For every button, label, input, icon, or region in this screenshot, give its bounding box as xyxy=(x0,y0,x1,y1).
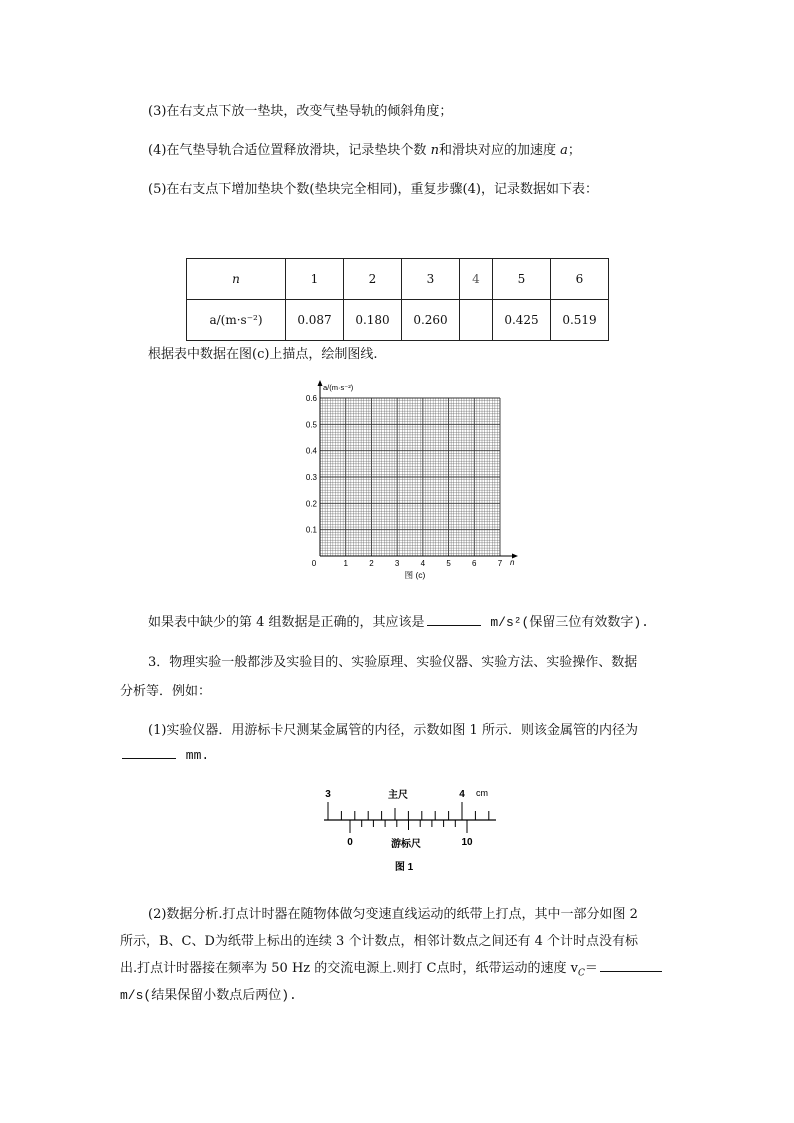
table-row-a xyxy=(187,300,609,341)
plot-instruction: 根据表中数据在图(c)上描点，绘制图线. xyxy=(148,347,378,362)
q3-2-line-3 xyxy=(120,957,664,979)
q3-line-2: 分析等．例如： xyxy=(120,684,212,699)
step-4-part-c: ； xyxy=(567,143,581,158)
table-cell-a: 0.087 xyxy=(286,300,344,341)
x-tick-label: 0 xyxy=(311,559,317,568)
step-4-part-a: (4)在气垫导轨合适位置释放滑块，记录垫块个数 xyxy=(148,143,431,158)
table-header-n: n xyxy=(187,259,286,300)
graph-caption: 图 (c) xyxy=(404,570,426,580)
y-tick-label: 0.3 xyxy=(305,473,317,482)
vernier-scale-label: 游标尺 xyxy=(391,839,421,850)
table-header-a: a/(m·s⁻²) xyxy=(187,300,286,341)
caliper-main-scale xyxy=(324,802,496,820)
graph-x-label: n xyxy=(510,558,515,567)
caliper-unit: cm xyxy=(476,788,488,798)
table-row-n xyxy=(187,259,609,300)
x-tick-label: 2 xyxy=(369,559,374,568)
main-scale-tick-label: 3 xyxy=(325,789,331,800)
table-cell-a xyxy=(460,300,493,341)
step-4-part-b: 和滑块对应的加速度 xyxy=(438,143,561,158)
q3-2-line-1: (2)数据分析.打点计时器在随物体做匀变速直线运动的纸带上打点，其中一部分如图 2 xyxy=(148,907,638,922)
step-5-text: (5)在右支点下增加垫块个数(垫块完全相同)，重复步骤(4)，记录数据如下表： xyxy=(148,182,598,197)
graph-grid xyxy=(320,398,500,556)
y-tick-label: 0.2 xyxy=(305,499,317,509)
caliper-vernier-scale xyxy=(350,820,467,833)
graph-axes xyxy=(306,380,518,568)
vernier-tick-label: 10 xyxy=(461,837,473,848)
step-4-var-n: n xyxy=(430,143,439,158)
q3-2-line-3-text: 出.打点计时器接在频率为 50 Hz 的交流电源上.则打 C点时，纸带运动的速度 v xyxy=(120,961,578,976)
x-tick-label: 6 xyxy=(472,559,477,568)
table-cell-n: 6 xyxy=(551,259,609,300)
table-cell-a: 0.519 xyxy=(551,300,609,341)
vernier-tick-label: 0 xyxy=(347,837,353,848)
table-cell-n: 1 xyxy=(286,259,344,300)
q3-1-line-2 xyxy=(120,746,209,763)
step-4-var-a: a xyxy=(560,143,568,158)
graph-y-label: a/(m·s⁻²) xyxy=(323,383,354,392)
y-tick-label: 0.4 xyxy=(305,446,317,456)
q3-line-1: 3．物理实验一般都涉及实验目的、实验原理、实验仪器、实验方法、实验操作、数据 xyxy=(148,655,638,670)
main-scale-label: 主尺 xyxy=(388,790,408,801)
table-cell-n: 2 xyxy=(344,259,402,300)
main-scale-tick-label: 4 xyxy=(459,789,465,800)
x-tick-label: 5 xyxy=(446,559,451,568)
missing-text-a: 如果表中缺少的第 4 组数据是正确的，其应该是 xyxy=(148,615,425,630)
table-cell-a: 0.180 xyxy=(344,300,402,341)
x-tick-label: 7 xyxy=(497,559,503,568)
q3-1-unit: mm. xyxy=(178,748,210,763)
table-cell-n: 5 xyxy=(493,259,551,300)
answer-blank-velocity[interactable] xyxy=(600,959,662,972)
missing-value-question xyxy=(148,611,649,630)
x-tick-label: 4 xyxy=(420,559,426,568)
table-cell-n: 4 xyxy=(460,259,493,300)
table-cell-a: 0.425 xyxy=(493,300,551,341)
x-tick-label: 1 xyxy=(343,559,348,568)
q3-2-line-2: 所示，B、C、D为纸带上标出的连续 3 个计数点，相邻计数点之间还有 4 个计时点没有标 xyxy=(120,934,638,949)
y-axis-arrow xyxy=(318,380,323,386)
q3-1-line-1: (1)实验仪器．用游标卡尺测某金属管的内径，示数如图 1 所示．则该金属管的内径为 xyxy=(148,723,638,738)
data-table xyxy=(186,258,609,341)
answer-blank-a4[interactable] xyxy=(427,613,481,626)
y-tick-label: 0.6 xyxy=(305,394,317,403)
step-4-text xyxy=(148,139,581,158)
table-cell-a: 0.260 xyxy=(402,300,460,341)
q3-2-subscript-c: C xyxy=(577,968,585,979)
q3-2-equals: ＝ xyxy=(584,961,598,976)
graph-c xyxy=(290,378,530,588)
q3-2-line-4: m/s(结果保留小数点后两位). xyxy=(120,988,297,1003)
y-tick-label: 0.1 xyxy=(305,525,317,535)
x-tick-label: 3 xyxy=(394,559,400,568)
table-cell-n: 3 xyxy=(402,259,460,300)
figure-1-caption: 图 1 xyxy=(394,862,414,873)
missing-text-b: m/s²(保留三位有效数字). xyxy=(482,615,649,630)
y-tick-label: 0.5 xyxy=(305,420,317,430)
answer-blank-diameter[interactable] xyxy=(122,746,176,759)
step-3-text: (3)在右支点下放一垫块，改变气垫导轨的倾斜角度； xyxy=(148,104,453,119)
caliper-figure xyxy=(320,784,500,876)
